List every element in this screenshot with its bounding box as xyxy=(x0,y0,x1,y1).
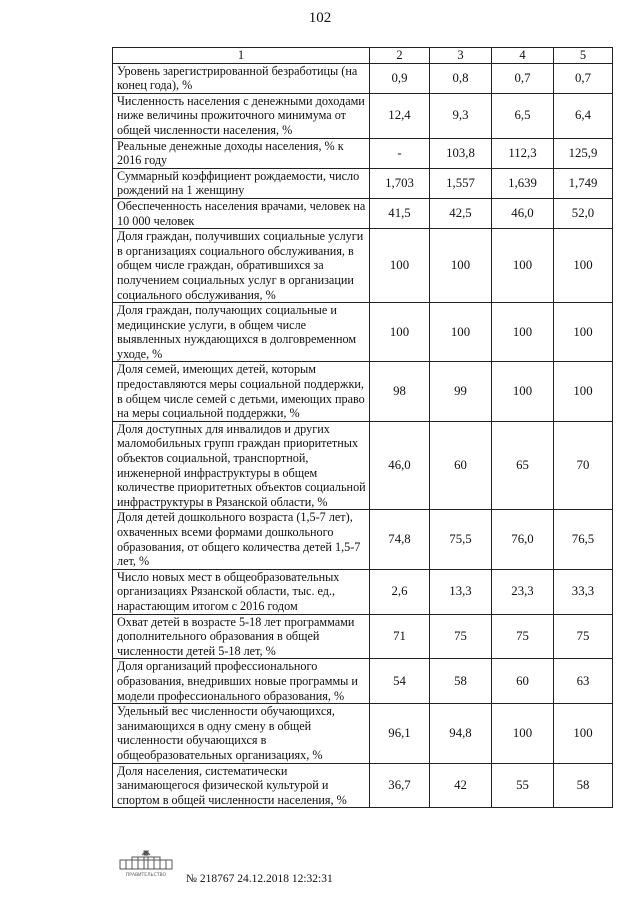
table-row xyxy=(113,198,613,228)
indicator-value: 33,3 xyxy=(554,569,613,614)
table-row xyxy=(113,138,613,168)
table-row xyxy=(113,614,613,659)
indicator-value: 54 xyxy=(370,659,430,704)
indicator-value: 100 xyxy=(370,229,430,303)
page-number: 102 xyxy=(308,10,332,26)
indicator-description: Реальные денежные доходы населения, % к 2016 году xyxy=(113,138,370,168)
indicator-value: 100 xyxy=(554,303,613,362)
indicator-value: 63 xyxy=(554,659,613,704)
indicator-description: Охват детей в возрасте 5-18 лет программами дополнительного образования в общей численности детей 5-18 лет, % xyxy=(113,614,370,659)
indicator-value: 55 xyxy=(492,763,554,808)
indicator-value: 65 xyxy=(492,421,554,510)
indicator-value: 71 xyxy=(370,614,430,659)
indicator-value: 70 xyxy=(554,421,613,510)
table-row xyxy=(113,569,613,614)
document-stamp: № 218767 24.12.2018 12:32:31 xyxy=(186,873,333,885)
indicator-description: Численность населения с денежными доходами ниже величины прожиточного минимума от общей численности населения, % xyxy=(113,93,370,138)
indicator-value: 0,7 xyxy=(554,63,613,93)
column-header: 4 xyxy=(492,48,554,64)
table-row xyxy=(113,421,613,510)
indicator-value: 100 xyxy=(492,704,554,763)
indicator-value: 1,557 xyxy=(430,168,492,198)
indicator-value: 42 xyxy=(430,763,492,808)
indicator-value: 76,5 xyxy=(554,510,613,569)
table-row xyxy=(113,704,613,763)
table-row xyxy=(113,63,613,93)
indicator-value: 100 xyxy=(492,229,554,303)
indicator-value: 74,8 xyxy=(370,510,430,569)
indicator-value: 6,5 xyxy=(492,93,554,138)
indicator-value: 36,7 xyxy=(370,763,430,808)
indicator-value: 13,3 xyxy=(430,569,492,614)
indicator-description: Доля детей дошкольного возраста (1,5-7 лет), охваченных всеми формами дошкольного образования, от общего количества детей 1,5-7 лет, % xyxy=(113,510,370,569)
indicator-value: 75,5 xyxy=(430,510,492,569)
indicator-value: 100 xyxy=(370,303,430,362)
indicator-value: 60 xyxy=(492,659,554,704)
table-row xyxy=(113,229,613,303)
government-seal xyxy=(118,849,174,879)
indicator-value: 100 xyxy=(492,303,554,362)
indicator-value: 103,8 xyxy=(430,138,492,168)
indicator-value: 100 xyxy=(430,229,492,303)
column-header: 5 xyxy=(554,48,613,64)
table-row xyxy=(113,763,613,808)
indicator-value: 0,7 xyxy=(492,63,554,93)
indicator-value: 100 xyxy=(554,229,613,303)
indicator-value: 94,8 xyxy=(430,704,492,763)
indicator-value: 6,4 xyxy=(554,93,613,138)
indicator-value: 9,3 xyxy=(430,93,492,138)
svg-text:ПРАВИТЕЛЬСТВО: ПРАВИТЕЛЬСТВО xyxy=(125,873,167,878)
indicator-value: 1,639 xyxy=(492,168,554,198)
indicator-value: 75 xyxy=(492,614,554,659)
indicator-value: 96,1 xyxy=(370,704,430,763)
indicator-value: 1,703 xyxy=(370,168,430,198)
indicator-value: 23,3 xyxy=(492,569,554,614)
indicator-value: 100 xyxy=(554,704,613,763)
indicator-description: Доля доступных для инвалидов и других маломобильных групп граждан приоритетных объектов социальной, транспортной, инженерной инфраструктуры в общем количестве приоритетных объектов социальной инфраструктуры в Рязанской области, % xyxy=(113,421,370,510)
indicator-value: 125,9 xyxy=(554,138,613,168)
table-header-row xyxy=(113,48,613,64)
indicator-description: Удельный вес численности обучающихся, занимающихся в одну смену в общей численности обучающихся в общеобразовательных организациях, % xyxy=(113,704,370,763)
indicator-value: 112,3 xyxy=(492,138,554,168)
indicator-value: 100 xyxy=(492,362,554,421)
table-row xyxy=(113,510,613,569)
indicator-description: Доля населения, систематически занимающегося физической культурой и спортом в общей численности населения, % xyxy=(113,763,370,808)
indicator-value: 100 xyxy=(430,303,492,362)
indicator-description: Обеспеченность населения врачами, человек на 10 000 человек xyxy=(113,198,370,228)
indicator-value: 75 xyxy=(430,614,492,659)
indicator-value: 2,6 xyxy=(370,569,430,614)
indicator-value: 42,5 xyxy=(430,198,492,228)
table-row xyxy=(113,659,613,704)
indicator-value: 58 xyxy=(430,659,492,704)
indicator-description: Доля семей, имеющих детей, которым предоставляются меры социальной поддержки, в общем числе семей с детьми, имеющих право на меры социальной поддержки, % xyxy=(113,362,370,421)
column-header: 3 xyxy=(430,48,492,64)
indicator-value: 0,8 xyxy=(430,63,492,93)
indicator-value: 0,9 xyxy=(370,63,430,93)
indicator-value: - xyxy=(370,138,430,168)
indicator-value: 60 xyxy=(430,421,492,510)
table-row xyxy=(113,303,613,362)
table-row xyxy=(113,168,613,198)
indicator-value: 75 xyxy=(554,614,613,659)
indicator-value: 12,4 xyxy=(370,93,430,138)
indicator-value: 41,5 xyxy=(370,198,430,228)
indicator-description: Доля граждан, получающих социальные и медицинские услуги, в общем числе выявленных нуждающихся в долговременном уходе, % xyxy=(113,303,370,362)
indicator-value: 98 xyxy=(370,362,430,421)
indicator-description: Число новых мест в общеобразовательных организациях Рязанской области, тыс. ед., нарастающим итогом с 2016 годом xyxy=(113,569,370,614)
indicator-value: 46,0 xyxy=(370,421,430,510)
indicator-value: 52,0 xyxy=(554,198,613,228)
indicator-value: 100 xyxy=(554,362,613,421)
column-header: 2 xyxy=(370,48,430,64)
indicator-description: Суммарный коэффициент рождаемости, число рождений на 1 женщину xyxy=(113,168,370,198)
table-row xyxy=(113,362,613,421)
indicator-description: Доля организаций профессионального образования, внедривших новые программы и модели профессионального образования, % xyxy=(113,659,370,704)
indicator-description: Уровень зарегистрированной безработицы (на конец года), % xyxy=(113,63,370,93)
indicator-value: 99 xyxy=(430,362,492,421)
indicator-value: 58 xyxy=(554,763,613,808)
indicator-value: 76,0 xyxy=(492,510,554,569)
indicator-value: 1,749 xyxy=(554,168,613,198)
column-header: 1 xyxy=(113,48,370,64)
table-row xyxy=(113,93,613,138)
indicator-value: 46,0 xyxy=(492,198,554,228)
indicators-table xyxy=(112,47,613,808)
indicator-description: Доля граждан, получивших социальные услуги в организациях социального обслуживания, в общем числе граждан, обратившихся за получением социальных услуг в организации социального обслуживания, % xyxy=(113,229,370,303)
